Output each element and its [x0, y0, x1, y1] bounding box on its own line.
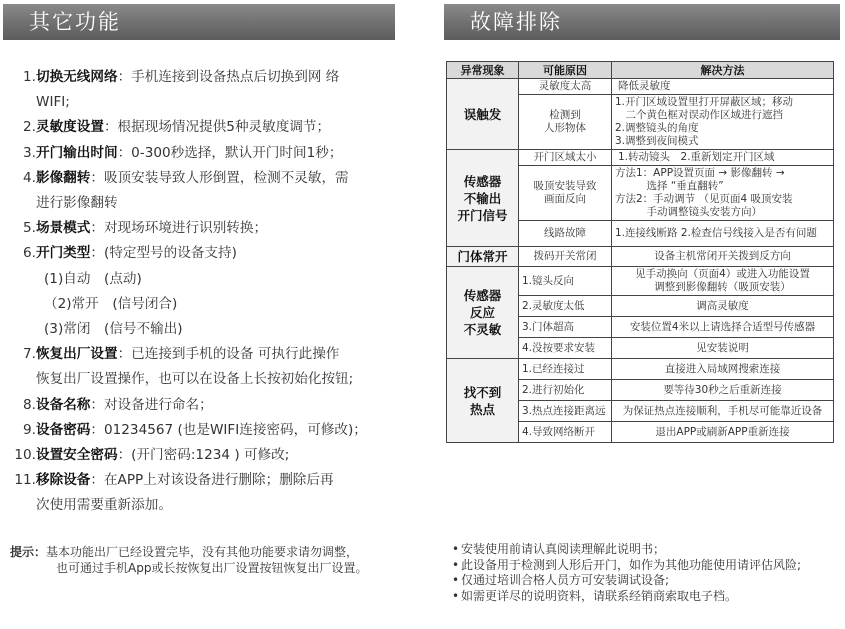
- feature-name: 切换无线网络: [36, 69, 118, 85]
- cause-cell: 吸顶安装导致 画面反向: [519, 166, 612, 221]
- feature-name: 场景模式: [36, 220, 91, 237]
- feature-item: [8, 166, 403, 216]
- feature-list: [8, 65, 403, 519]
- bullet-icon: •: [452, 573, 460, 588]
- section-title-other-functions: 其它功能: [3, 4, 395, 40]
- cause-cell: 2.灵敏度太低: [519, 296, 612, 317]
- feature-name: 开门输出时间: [36, 144, 118, 161]
- feature-item: [8, 443, 403, 468]
- phenomenon-cell: 找不到 热点: [447, 359, 519, 443]
- cause-cell: 4.导致网络断开: [519, 422, 612, 443]
- table-row: [447, 79, 834, 95]
- feature-item: [8, 418, 403, 443]
- solution-cell: 1.转动镜头 2.重新划定开门区域: [612, 150, 834, 166]
- feature-continuation: WIFI;: [36, 94, 70, 111]
- solution-cell: 方法1：APP设置页面 → 影像翻转 → 选择 “垂直翻转” 方法2：手动调节 （见页面4 吸顶安装 手动调整镜头安装方向）: [612, 166, 834, 221]
- table-row: [447, 267, 834, 296]
- cause-cell: 线路故障: [519, 221, 612, 247]
- solution-cell: 调高灵敏度: [612, 296, 834, 317]
- feature-item: [8, 241, 403, 266]
- feature-item: [8, 342, 403, 392]
- feature-continuation: 恢复出厂设置操作，也可以在设备上长按初始化按钮;: [36, 371, 354, 388]
- feature-number: 1.: [23, 69, 36, 85]
- feature-description: ：手机连接到设备热点后切换到网 络: [117, 69, 340, 85]
- feature-description: ：(开门密码:1234 ) 可修改;: [117, 447, 290, 464]
- feature-description: ：01234567 (也是WIFI连接密码，可修改)；: [90, 421, 367, 438]
- note-item: [452, 558, 842, 574]
- table-header-row: [447, 62, 834, 79]
- cause-cell: 2.进行初始化: [519, 380, 612, 401]
- feature-item: [8, 141, 403, 166]
- feature-continuation: 进行影像翻转: [36, 195, 118, 212]
- solution-cell: 1.开门区域设置里打开屏蔽区域；移动 二个黄色框对误动作区域进行遮挡 2.调整镜头的角度 3.调整到夜间模式: [612, 95, 834, 150]
- bullet-icon: •: [452, 588, 460, 603]
- bullet-icon: •: [452, 542, 460, 556]
- feature-number: 7.: [23, 346, 36, 363]
- bullet-icon: •: [452, 557, 460, 572]
- feature-number: 2.: [23, 119, 36, 136]
- solution-cell: 直接进入局域网搜索连接: [612, 359, 834, 380]
- cause-cell: 灵敏度太高: [519, 79, 612, 95]
- solution-cell: 1.连接线断路 2.检查信号线接入是否有问题: [612, 221, 834, 247]
- feature-item: [8, 65, 403, 115]
- solution-cell: 降低灵敏度: [612, 79, 834, 95]
- feature-item: [8, 468, 403, 518]
- solution-cell: 退出APP或刷新APP重新连接: [612, 422, 834, 443]
- feature-number: 6.: [23, 245, 36, 262]
- door-type-option: (1)自动 (点动): [44, 270, 142, 287]
- cause-cell: 3.门体超高: [519, 317, 612, 338]
- feature-item: [8, 393, 403, 418]
- feature-number: 4.: [23, 169, 36, 186]
- section-title-troubleshooting: 故障排除: [444, 4, 840, 40]
- feature-name: 设备名称: [36, 396, 91, 413]
- phenomenon-cell: 误触发: [447, 79, 519, 150]
- feature-name: 设置安全密码: [36, 447, 118, 464]
- cause-cell: 拨码开关常闭: [519, 247, 612, 267]
- feature-name: 开门类型: [36, 245, 91, 262]
- cause-cell: 开门区域太小: [519, 150, 612, 166]
- tip-note: [10, 544, 410, 576]
- door-type-option: (3)常闭 (信号不输出): [44, 321, 183, 338]
- cause-cell: 4.没按要求安装: [519, 338, 612, 359]
- table-row: [447, 247, 834, 267]
- feature-name: 设备密码: [36, 421, 91, 438]
- feature-number: 5.: [23, 220, 36, 237]
- table-row: [447, 359, 834, 380]
- feature-item: [8, 216, 403, 241]
- feature-item: [8, 115, 403, 140]
- note-text: 如需更详尽的说明资料，请联系经销商索取电子档。: [461, 588, 738, 603]
- note-text: 仅通过培训合格人员方可安装调试设备;: [461, 573, 670, 588]
- phenomenon-cell: 传感器 反应 不灵敏: [447, 267, 519, 359]
- feature-description: ：根据现场情况提供5种灵敏度调节；: [103, 119, 331, 136]
- solution-cell: 要等待30秒之后重新连接: [612, 380, 834, 401]
- solution-cell: 设备主机常闭开关拨到反方向: [612, 247, 834, 267]
- feature-number: 3.: [23, 144, 36, 161]
- notes-list: [452, 542, 842, 604]
- phenomenon-cell: 传感器 不输出 开门信号: [447, 150, 519, 247]
- cause-cell: 1.已经连接过: [519, 359, 612, 380]
- tip-label: 提示：: [10, 545, 47, 559]
- phenomenon-cell: 门体常开: [447, 247, 519, 267]
- feature-name: 移除设备: [36, 472, 91, 489]
- door-type-option: （2)常开 (信号闭合): [44, 295, 178, 312]
- note-item: [452, 589, 842, 605]
- column-header: 可能原因: [519, 62, 612, 79]
- tip-text: 基本功能出厂已经设置完毕，没有其他功能要求请勿调整，: [46, 545, 359, 559]
- feature-description: ：已连接到手机的设备 可执行此操作: [117, 346, 340, 363]
- feature-continuation: 次使用需要重新添加。: [36, 497, 172, 514]
- note-text: 此设备用于检测到人形后开门，如作为其他功能使用请评估风险;: [461, 557, 802, 572]
- column-header: 异常现象: [447, 62, 519, 79]
- note-item: [452, 573, 842, 589]
- feature-number: 8.: [23, 396, 36, 413]
- solution-cell: 见安装说明: [612, 338, 834, 359]
- feature-number: 10.: [14, 447, 36, 464]
- cause-cell: 检测到 人形物体: [519, 95, 612, 150]
- feature-description: ：在APP上对该设备进行删除；删除后再: [90, 472, 334, 489]
- feature-number: 11.: [14, 472, 36, 489]
- feature-description: ：对设备进行命名；: [90, 396, 213, 413]
- feature-name: 灵敏度设置: [36, 119, 104, 136]
- solution-cell: 见手动换向（页面4）或进入功能设置 调整到影像翻转（吸顶安装）: [612, 267, 834, 296]
- feature-number: 9.: [23, 421, 36, 438]
- feature-name: 影像翻转: [36, 169, 91, 186]
- solution-cell: 为保证热点连接顺利，手机尽可能靠近设备: [612, 401, 834, 422]
- feature-description: ：对现场环境进行识别转换；: [90, 220, 268, 237]
- note-text: 安装使用前请认真阅读理解此说明书；: [461, 542, 666, 556]
- solution-cell: 安装位置4米以上请选择合适型号传感器: [612, 317, 834, 338]
- tip-text: 也可通过手机App或长按恢复出厂设置按钮恢复出厂设置。: [56, 561, 368, 575]
- cause-cell: 1.镜头反向: [519, 267, 612, 296]
- feature-description: ：吸顶安装导致人形倒置，检测不灵敏，需: [90, 169, 349, 186]
- table-row: [447, 150, 834, 166]
- feature-description: ：(特定型号的设备支持): [90, 245, 237, 262]
- feature-description: ：0-300秒选择，默认开门时间1秒；: [117, 144, 343, 161]
- feature-name: 恢复出厂设置: [36, 346, 118, 363]
- troubleshooting-table: [446, 61, 834, 443]
- cause-cell: 3.热点连接距离远: [519, 401, 612, 422]
- column-header: 解决方法: [612, 62, 834, 79]
- note-item: [452, 542, 842, 558]
